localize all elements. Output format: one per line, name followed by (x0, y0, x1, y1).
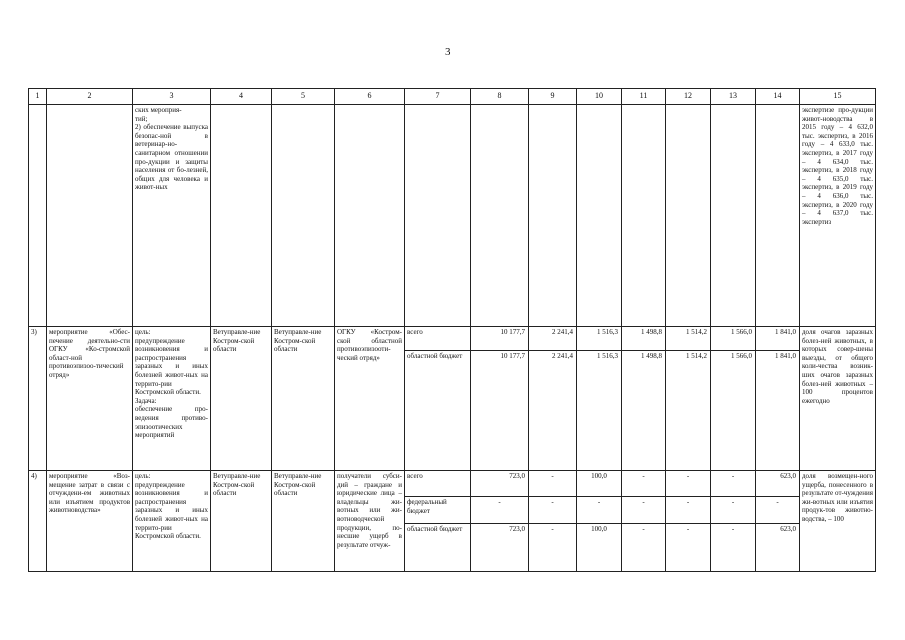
header-cell: 5 (272, 89, 335, 105)
responsible-cell: Ветуправле-ние Костром-ской области (211, 471, 272, 572)
source-label: областной бюджет (405, 351, 471, 471)
header-cell: 15 (800, 89, 876, 105)
header-cell: 4 (211, 89, 272, 105)
header-cell: 6 (335, 89, 405, 105)
source-label: федеральный бюджет (405, 497, 471, 524)
coexecutor-cell: Ветуправле-ние Костром-ской области (272, 327, 335, 471)
value-cell: 1 498,8 (622, 351, 666, 471)
value-cell: - (529, 524, 577, 572)
value-cell: - (471, 497, 529, 524)
value-cell: 1 514,2 (666, 327, 711, 351)
table-row-4 (29, 471, 876, 497)
value-cell: - (622, 497, 666, 524)
value-cell: 1 566,0 (711, 327, 756, 351)
value-cell: 2 241,4 (529, 351, 577, 471)
header-cell: 10 (577, 89, 622, 105)
goal-cell: цель: предупреждение возникновения и распространения заразных и иных болезней живот-ных на террито-рии Костромской области. (133, 471, 211, 572)
source-label: всего (405, 327, 471, 351)
value-cell: - (529, 497, 577, 524)
source-label: областной бюджет (405, 524, 471, 572)
header-cell: 9 (529, 89, 577, 105)
program-table (28, 88, 876, 572)
header-cell: 1 (29, 89, 47, 105)
value-cell: - (711, 471, 756, 497)
header-cell: 3 (133, 89, 211, 105)
indicator-cell: экспертизе про-дукции живот-новодства в 2015 году – 4 632,0 тыс. экспертиз, в 2016 году – 4 633,0 тыс. экспертиз, в 2017 году – 4 634,0 тыс. экспертиз, в 2018 году – 4 635,0 тыс. экспертиз, в 2019 году – 4 636,0 тыс. экспертиз, в 2020 году – 4 637,0 тыс. экспертиз (800, 105, 876, 327)
header-cell: 13 (711, 89, 756, 105)
value-cell: - (577, 497, 622, 524)
value-cell: 10 177,7 (471, 327, 529, 351)
value-cell: 1 514,2 (666, 351, 711, 471)
value-cell: - (666, 524, 711, 572)
header-cell: 12 (666, 89, 711, 105)
header-cell: 8 (471, 89, 529, 105)
measure-name: мероприятие «Обес-печение деятельно-сти ОГКУ «Ко-стромской област-ной противоэпизоо-тический отряд» (47, 327, 133, 471)
value-cell: 2 241,4 (529, 327, 577, 351)
value-cell: 1 516,3 (577, 327, 622, 351)
page-number: 3 (445, 46, 451, 58)
header-cell: 11 (622, 89, 666, 105)
value-cell: 10 177,7 (471, 351, 529, 471)
recipient-cell: ОГКУ «Костром-ской областной противоэпизооти-ческий отряд» (335, 327, 405, 471)
header-cell: 14 (756, 89, 800, 105)
value-cell: 623,0 (756, 524, 800, 572)
value-cell: - (711, 524, 756, 572)
header-cell: 2 (47, 89, 133, 105)
value-cell: - (711, 497, 756, 524)
value-cell: - (529, 471, 577, 497)
value-cell: - (622, 524, 666, 572)
goal-cell: цель: предупреждение возникновения и распространения заразных и иных болезней живот-ных на террито-рии Костромской области. Задача: обеспечение про-ведения противо-эпизоотических мероприятий (133, 327, 211, 471)
goal-cell: ских мероприя- тий; 2) обеспечение выпуска безопас-ной в ветеринар-но-санитарном отношении про-дукции и защиты населения от бо-лезней, общих для человека и живот-ных (133, 105, 211, 327)
indicator-cell: доля возмещен-ного ущерба, понесенного в результате от-чуждения жи-вотных или изъятия продук-тов животно-водства, – 100 (800, 471, 876, 572)
row-number: 3) (29, 327, 47, 471)
header-cell: 7 (405, 89, 471, 105)
measure-name: мероприятие «Воз-мещение затрат в связи с отчуждени-ем животных или изъятием продуктов животноводства» (47, 471, 133, 572)
table-row-3 (29, 327, 876, 351)
recipient-cell: получатели субси-дий – граждане и юридические лица – владельцы жи-вотных или жи-вотноводческой продукции, по-несшие ущерб в результате отчуж- (335, 471, 405, 572)
value-cell: 723,0 (471, 524, 529, 572)
responsible-cell: Ветуправле-ние Костром-ской области (211, 327, 272, 471)
value-cell: - (666, 497, 711, 524)
source-label: всего (405, 471, 471, 497)
value-cell: 1 841,0 (756, 351, 800, 471)
value-cell: 1 566,0 (711, 351, 756, 471)
coexecutor-cell: Ветуправле-ние Костром-ской области (272, 471, 335, 572)
value-cell: 1 841,0 (756, 327, 800, 351)
value-cell: - (666, 471, 711, 497)
table-row-continuation (29, 105, 876, 327)
value-cell: 1 498,8 (622, 327, 666, 351)
value-cell: 723,0 (471, 471, 529, 497)
indicator-cell: доля очагов заразных болез-ней животных, в которых совер-шены выезды, от общего коли-чества возник-ших очагов заразных болез-ней животных – 100 процентов ежегодно (800, 327, 876, 471)
value-cell: - (622, 471, 666, 497)
value-cell: 100,0 (577, 471, 622, 497)
header-row (29, 89, 876, 105)
row-number: 4) (29, 471, 47, 572)
value-cell: 100,0 (577, 524, 622, 572)
value-cell: 623,0 (756, 471, 800, 497)
value-cell: 1 516,3 (577, 351, 622, 471)
value-cell: - (756, 497, 800, 524)
